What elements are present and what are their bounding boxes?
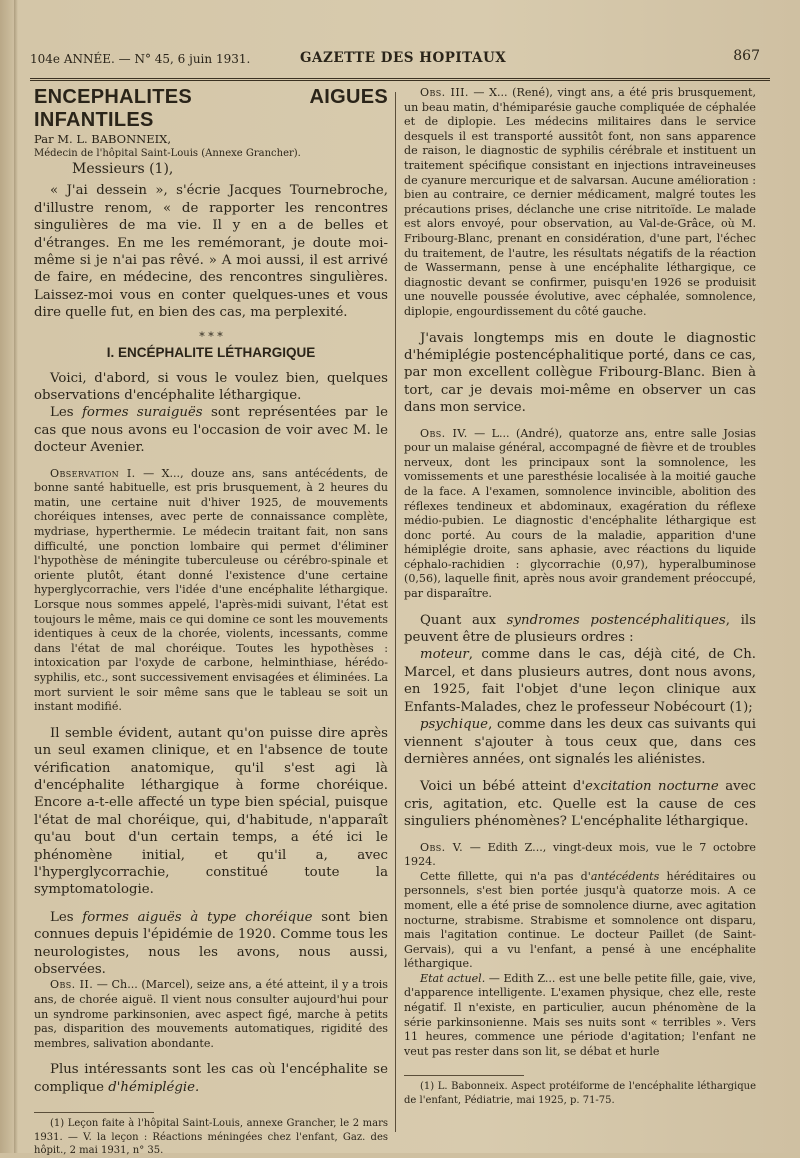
observation-5-etat: Etat actuel. — Edith Z... est une belle petite fille, gaie, vive, d'apparence intelligente. L'examen physique, chez elle, reste négatif. Il n'existe, en particulier, aucun phénomène de la série parkinsonienne. Mais ses nuits sont « terribles ». Vers 11 heures, commence une période d'agitation; l'enfant ne veut pas rester dans son lit, se débat et hurle bbox=[404, 971, 756, 1058]
left-column bbox=[34, 86, 389, 1157]
paragraph-bebe: Voici un bébé atteint d'excitation nocturne avec cris, agitation, etc. Quelle est la cause de ces singuliers phénomènes? L'encéphalite léthargique. bbox=[404, 779, 757, 830]
journal-title: GAZETTE DES HOPITAUX bbox=[300, 50, 507, 66]
intro-paragraph: « J'ai dessein », s'écrie Jacques Tournebroche, d'illustre renom, « de rapporter les rencontres singulières de ma vie. Il y en a de belles et d'étranges. En me les remémorant, je doute moi-même si je n'ai pas rêvé. » A moi aussi, il est arrivé de faire, en médecine, des rencontres singulières. Laissez-moi vous en conter quelques-unes et vous dire quelle fut, en bien des cas, ma perplexité. bbox=[34, 183, 388, 321]
observation-1: Observation I. — X..., douze ans, sans antécédents, de bonne santé habituelle, est pris brusquement, à 2 heures du matin, une certaine nuit d'hiver 1925, de mouvements choréiques intenses, avec perte de connaissance complète, mydriase, hyperthermie. Le médecin traitant fait, non sans difficulté, une ponction lombaire qui permet d'éliminer l'hypothèse de méningite tuberculeuse ou cérébro-spinale et oriente plutôt, étant donné l'existence d'une certaine hyperglycorrachie, vers l'idée d'une encéphalite léthargique. Lorsque nous sommes appelé, l'après-midi suivant, l'état est toujours le même, mais ce qui domine ce sont les mouvements identiques à ceux de la chorée, violents, incessants, comme dans l'état de mal choréique. Toutes les hypothèses : intoxication par l'oxyde de carbone, helminthiase, hérédo-syphilis, etc., sont successivement envisagées et éliminées. La mort survient le soir même sans que le tableau se soit un instant modifié. bbox=[34, 466, 388, 714]
observation-5-text: Cette fillette, qui n'a pas d'antécédents héréditaires ou personnels, s'est bien portée jusqu'à quatorze mois. A ce moment, elle a été prise de somnolence diurne, avec agitation nocturne, strabisme. Strabisme et somnolence ont disparu, mais l'agitation continue. Le docteur Paillet (de Saint-Gervais), qui a vu l'enfant, a pensé à une encéphalite léthargique. bbox=[404, 869, 756, 971]
footnote-left: (1) Leçon faite à l'hôpital Saint-Louis, annexe Grancher, le 2 mars 1931. — V. la leçon : Réactions méningées chez l'enfant, Gaz. des hôpit., 2 mai 1931, n° 35. bbox=[34, 1118, 388, 1157]
paragraph-voici: Voici, d'abord, si vous le voulez bien, quelques observations d'encéphalite léthargique. bbox=[34, 370, 388, 404]
paragraph-quant: Quant aux syndromes postencéphalitiques, ils peuvent être de plusieurs ordres : bbox=[404, 612, 756, 646]
paragraph-psychique: psychique, comme dans les deux cas suivants qui viennent s'ajouter à tous ceux que, dans ces dernières années, ont signalés les aliénistes. bbox=[404, 717, 756, 767]
author-affiliation: Médecin de l'hôpital Saint-Louis (Annexe Grancher). bbox=[34, 148, 301, 159]
paragraph-moteur: moteur, comme dans le cas, déjà cité, de Ch. Marcel, et dans plusieurs autres, dont nous avons, en 1925, fait l'objet d'une leçon clinique aux Enfants-Malades, chez le professeur Nobécourt (1); bbox=[404, 647, 756, 715]
footnote-rule-right bbox=[404, 1075, 524, 1076]
issue-line: 104e ANNÉE. — N° 45, 6 juin 1931. bbox=[30, 52, 251, 66]
section-title: I. ENCÉPHALITE LÉTHARGIQUE bbox=[106, 344, 316, 360]
footnote-rule bbox=[34, 1112, 154, 1113]
paragraph-plus-interessants: Plus intéressants sont les cas où l'encéphalite se complique d'hémiplégie. bbox=[34, 1062, 388, 1095]
paragraph-semble: Il semble évident, autant qu'on puisse dire après un seul examen clinique, et en l'absence de toute vérification anatomique, qu'il s'est agi là d'encéphalite léthargique à forme choréique. Encore a-t-elle affecté un type bien spécial, puisque l'état de mal choréique, qui, d'habitude, n'apparaît qu'au bout d'un certain temps, a été ici le phénomène initial, et qu'il a, avec l'hyperglycorrachie, constitué toute la symptomatologie. bbox=[34, 725, 388, 898]
salutation: Messieurs (1), bbox=[72, 161, 174, 177]
right-column bbox=[404, 86, 756, 1136]
article-author: Par M. L. BABONNEIX, bbox=[34, 132, 172, 146]
column-divider bbox=[395, 92, 396, 1132]
header-rule bbox=[30, 78, 770, 81]
paragraph-formes-aigues: Les formes aiguës à type choréique sont bien connues depuis l'épidémie de 1920. Comme tous les neurologistes, nous les avons, nous aussi, observées. bbox=[34, 909, 389, 978]
paragraph-formes-suraigues: Les formes suraiguës sont représentées par le cas que nous avons eu l'occasion de voir avec M. le docteur Avenier. bbox=[34, 405, 389, 456]
paragraph-javais: J'avais longtemps mis en doute le diagnostic d'hémiplégie postencéphalitique porté, dans ce cas, par mon excellent collègue Fribourg-Blanc. Bien à tort, car je devais moi-même en observer un cas dans mon service. bbox=[404, 330, 756, 416]
page-header bbox=[30, 48, 760, 72]
page-number: 867 bbox=[733, 48, 760, 64]
section-stars: * * * bbox=[199, 329, 223, 343]
observation-5-head: Obs. V. — Edith Z..., vingt-deux mois, vue le 7 octobre 1924. bbox=[404, 840, 756, 869]
observation-3: Obs. III. — X... (René), vingt ans, a été pris brusquement, un beau matin, d'hémiparésie gauche compliquée de céphalée et de diplopie. Les médecins militaires dans le service desquels il est transporté aussitôt font, non sans apparence de raison, le diagnostic de syphilis cérébrale et instituent un traitement spécifique consistant en injections intraveineuses de cyanure mercurique et de salvarsan. Aucune amélioration : bien au contraire, ce dernier médicament, malgré toutes les précautions prises, déclanche une crise nitritoïde. Le malade est alors envoyé, pour observation, au Val-de-Grâce, où M. Fribourg-Blanc, prenant en considération, d'une part, l'échec du traitement, de l'autre, les résultats négatifs de la réaction de Wassermann, pense à une encéphalite léthargique, ce diagnostic devant se confirmer, puisqu'en 1926 se produisit une nouvelle poussée évolutive, avec céphalée, somnolence, diplopie, engourdissement du côté gauche. bbox=[404, 86, 757, 318]
observation-2: Obs. II. — Ch... (Marcel), seize ans, a été atteint, il y a trois ans, de chorée aiguë. Il vient nous consulter aujourd'hui pour un syndrome parkinsonien, avec aspect figé, marche à petits pas, disparition des mouvements automatiques, rigidité des membres, salivation abondante. bbox=[34, 978, 388, 1050]
observation-4: Obs. IV. — L... (André), quatorze ans, entre salle Josias pour un malaise général, accompagné de fièvre et de troubles nerveux, dont les principaux sont la somnolence, les vomissements et une paresthésie localisée à la moitié gauche de la face. A l'examen, somnolence invincible, abolition des réflexes tendineux et abdominaux, exagération du réflexe médio-pubien. Le diagnostic d'encéphalite léthargique est donc porté. Au cours de la maladie, apparition d'une hémiplégie droite, sans aphasie, avec réactions du liquide céphalo-rachidien : glycorrachie (0,97), hyperalbuminose (0,56), laquelle finit, après nous avoir grandement préoccupé, par disparaître. bbox=[404, 426, 756, 601]
footnote-right: (1) L. Babonneix. Aspect protéiforme de l'encéphalite léthargique de l'enfant, Pédiatrie, mai 1925, p. 71-75. bbox=[404, 1081, 756, 1106]
page-fold-shadow bbox=[14, 0, 18, 1153]
article-title: ENCEPHALITES AIGUES INFANTILES bbox=[34, 86, 388, 131]
